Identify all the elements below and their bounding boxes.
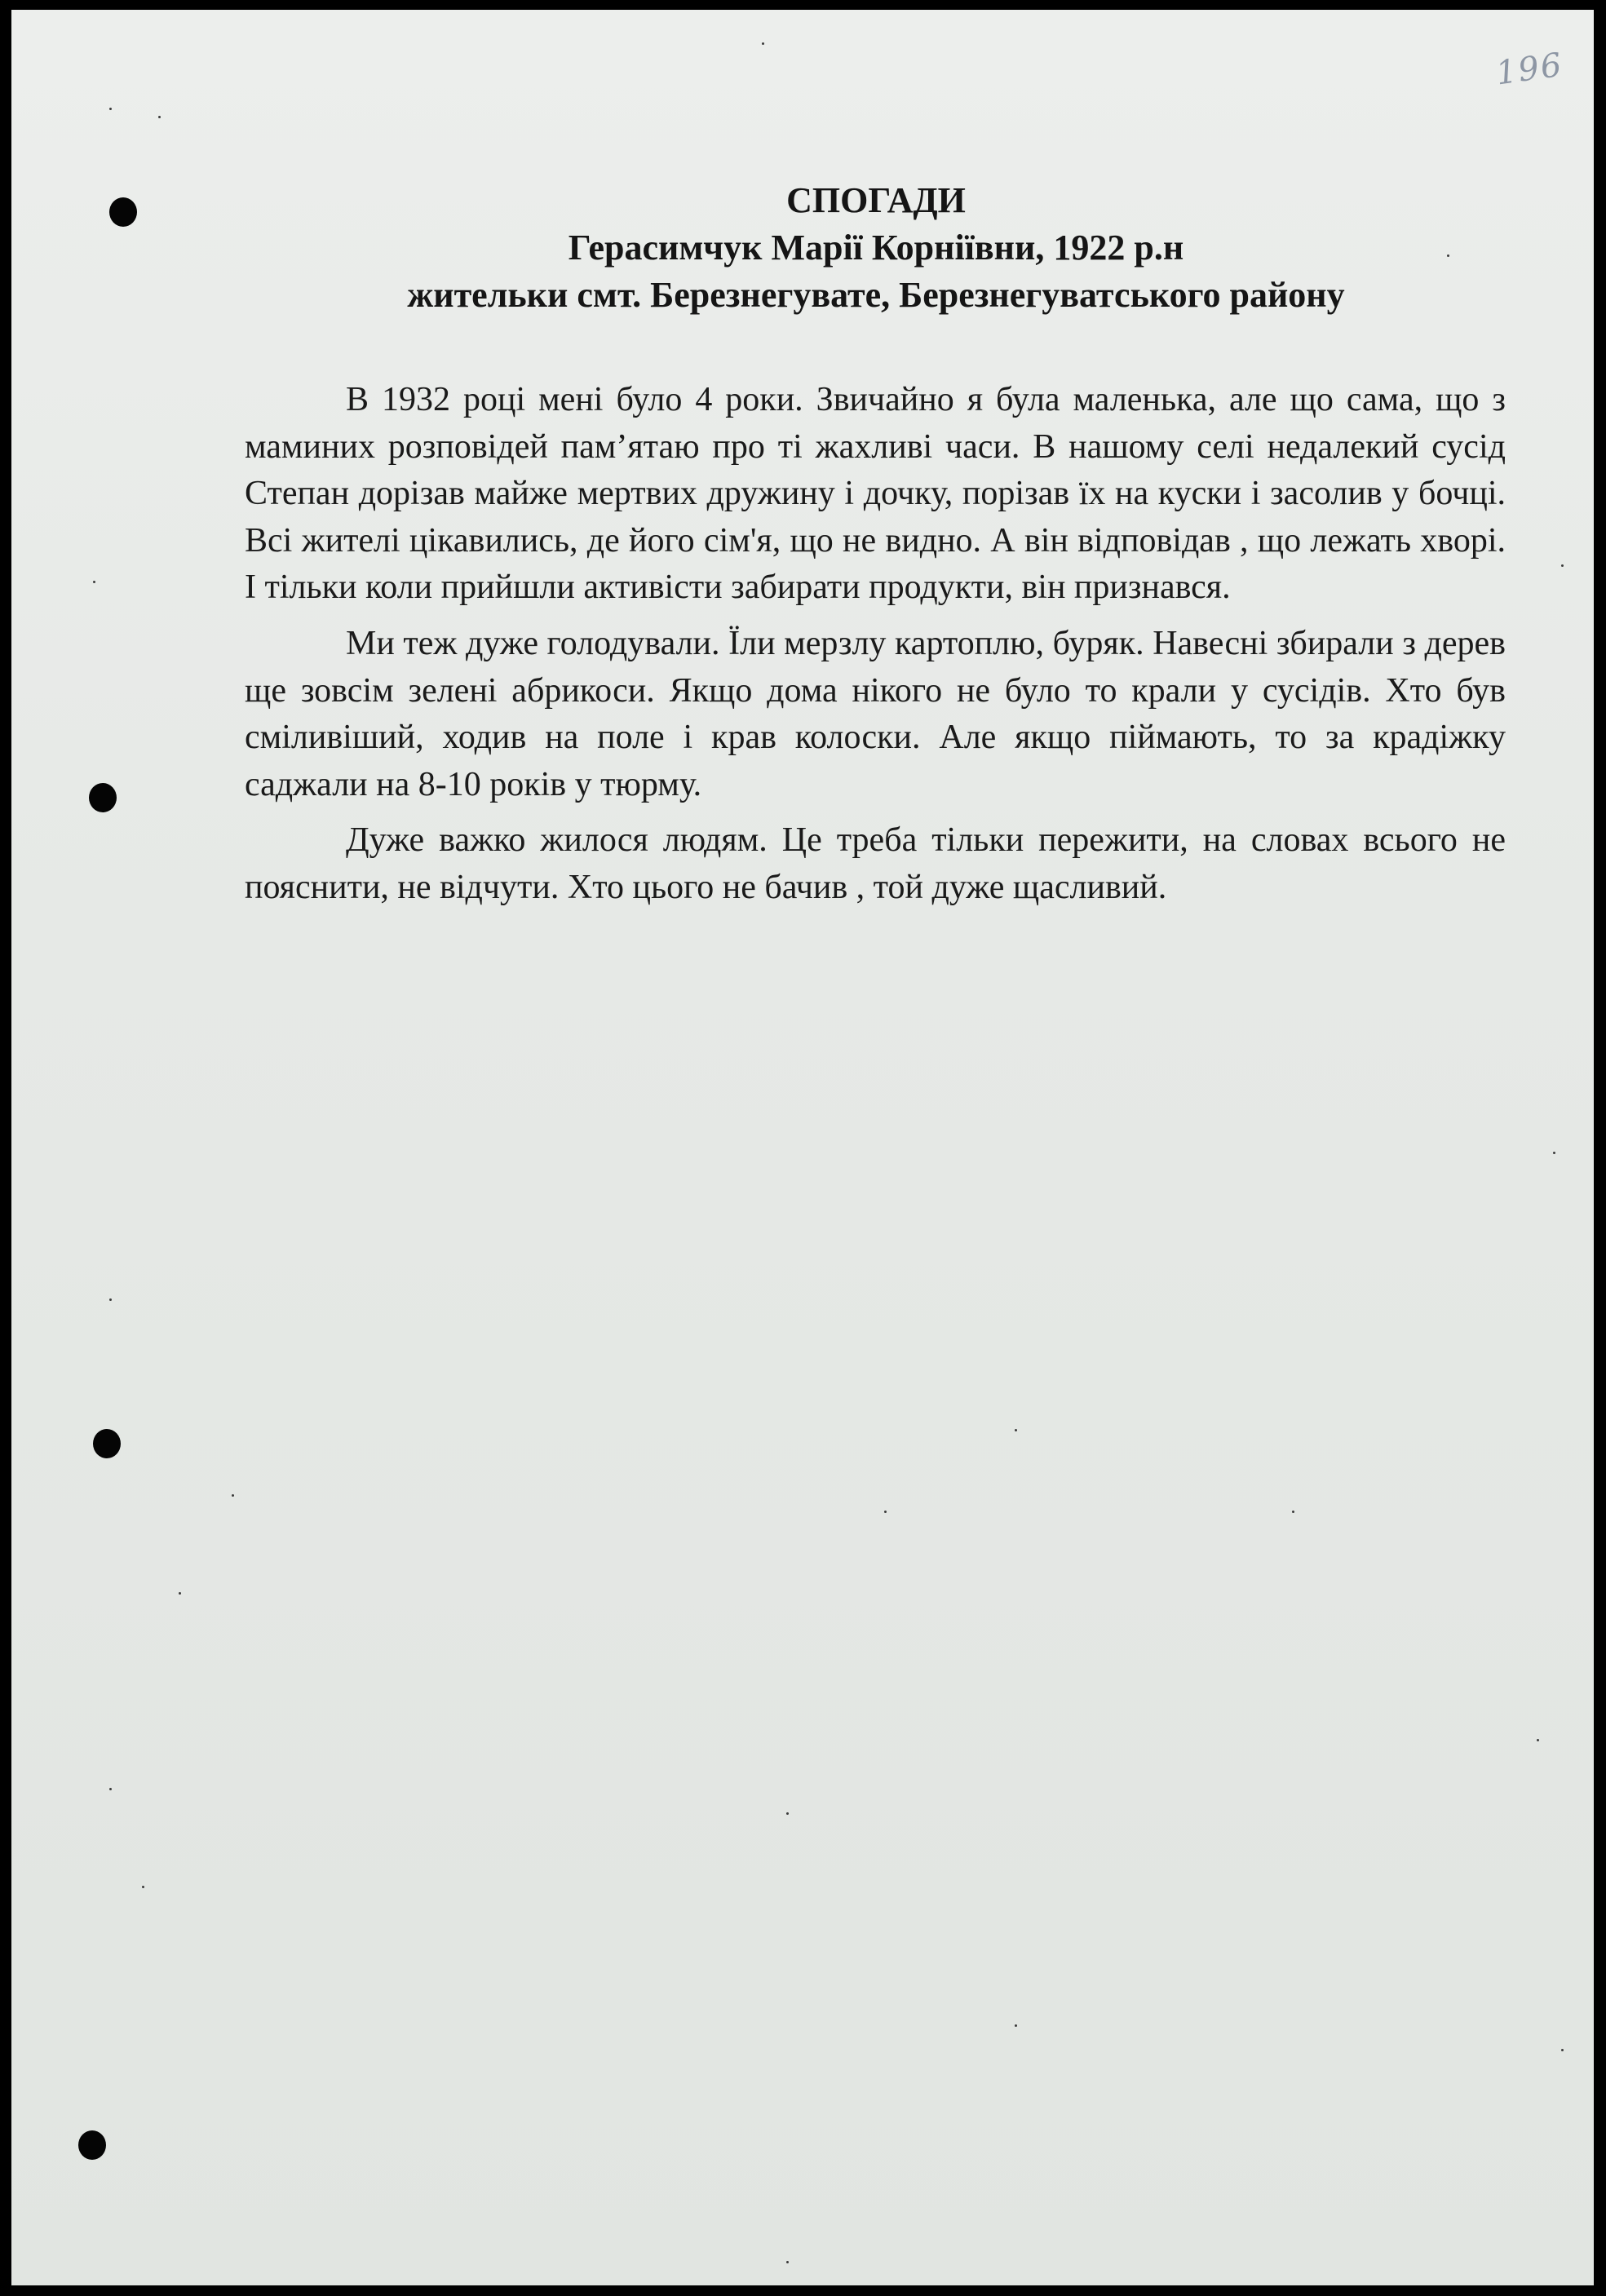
scan-speck [884, 1511, 887, 1513]
paragraph: В 1932 році мені було 4 роки. Звичайно я була маленька, але що сама, що з маминих розповідей пам’ятаю про ті жахливі часи. В нашому селі недалекий сусід Степан дорізав майже мертвих дружину і дочку, порізав їх на куски і засолив у бочці. Всі жителі цікавились, де його сім'я, що не видно. А він відповідав , що лежать хворі. І тільки коли прийшли активісти забирати продукти, він признався. [245, 381, 1506, 607]
scan-speck [1015, 1429, 1017, 1431]
scan-speck [232, 1494, 234, 1497]
scan-speck [1561, 564, 1564, 567]
scan-speck [179, 1592, 181, 1595]
residence-line: жительки смт. Березнегувате, Березнегуватського району [407, 275, 1345, 315]
scan-speck [1553, 1152, 1555, 1154]
binder-hole-4 [78, 2130, 106, 2160]
document-title: СПОГАДИ [786, 180, 966, 220]
scan-speck [1015, 2024, 1017, 2027]
paragraph: Ми теж дуже голодували. Їли мерзлу картоплю, буряк. Навесні збирали з дерев ще зовсім зелені абрикоси. Якщо дома нікого не було то крали у сусідів. Хто був сміливіший, ходив на поле і крав колоски. Але якщо піймають, то за крадіжку саджали на 8-10 років у тюрму. [245, 624, 1506, 803]
page-number-pencil: 196 [1493, 46, 1566, 93]
scan-speck [142, 1886, 144, 1888]
scan-speck [786, 2261, 789, 2263]
scan-speck [1292, 1511, 1294, 1513]
scan-speck [786, 1812, 789, 1815]
binder-hole-3 [93, 1429, 121, 1458]
scan-speck [762, 42, 764, 45]
scan-speck [1561, 2049, 1564, 2051]
document-page [11, 10, 1594, 2285]
scan-speck [109, 1788, 112, 1790]
document-header [240, 177, 1512, 319]
paragraph: Дуже важко жилося людям. Це треба тільки пережити, на словах всього не пояснити, не відчути. Хто цього не бачив , той дуже щасливий. [245, 821, 1506, 906]
scan-speck [109, 108, 112, 110]
author-line: Герасимчук Марії Корніївни, 1922 р.н [568, 228, 1184, 268]
binder-hole-2 [89, 783, 117, 812]
scan-speck [1537, 1739, 1539, 1741]
scan-speck [1447, 254, 1449, 257]
scan-speck [93, 581, 95, 583]
scan-speck [158, 116, 161, 118]
memoir-text [245, 377, 1506, 921]
scan-speck [109, 1298, 112, 1301]
binder-hole-1 [109, 197, 137, 227]
